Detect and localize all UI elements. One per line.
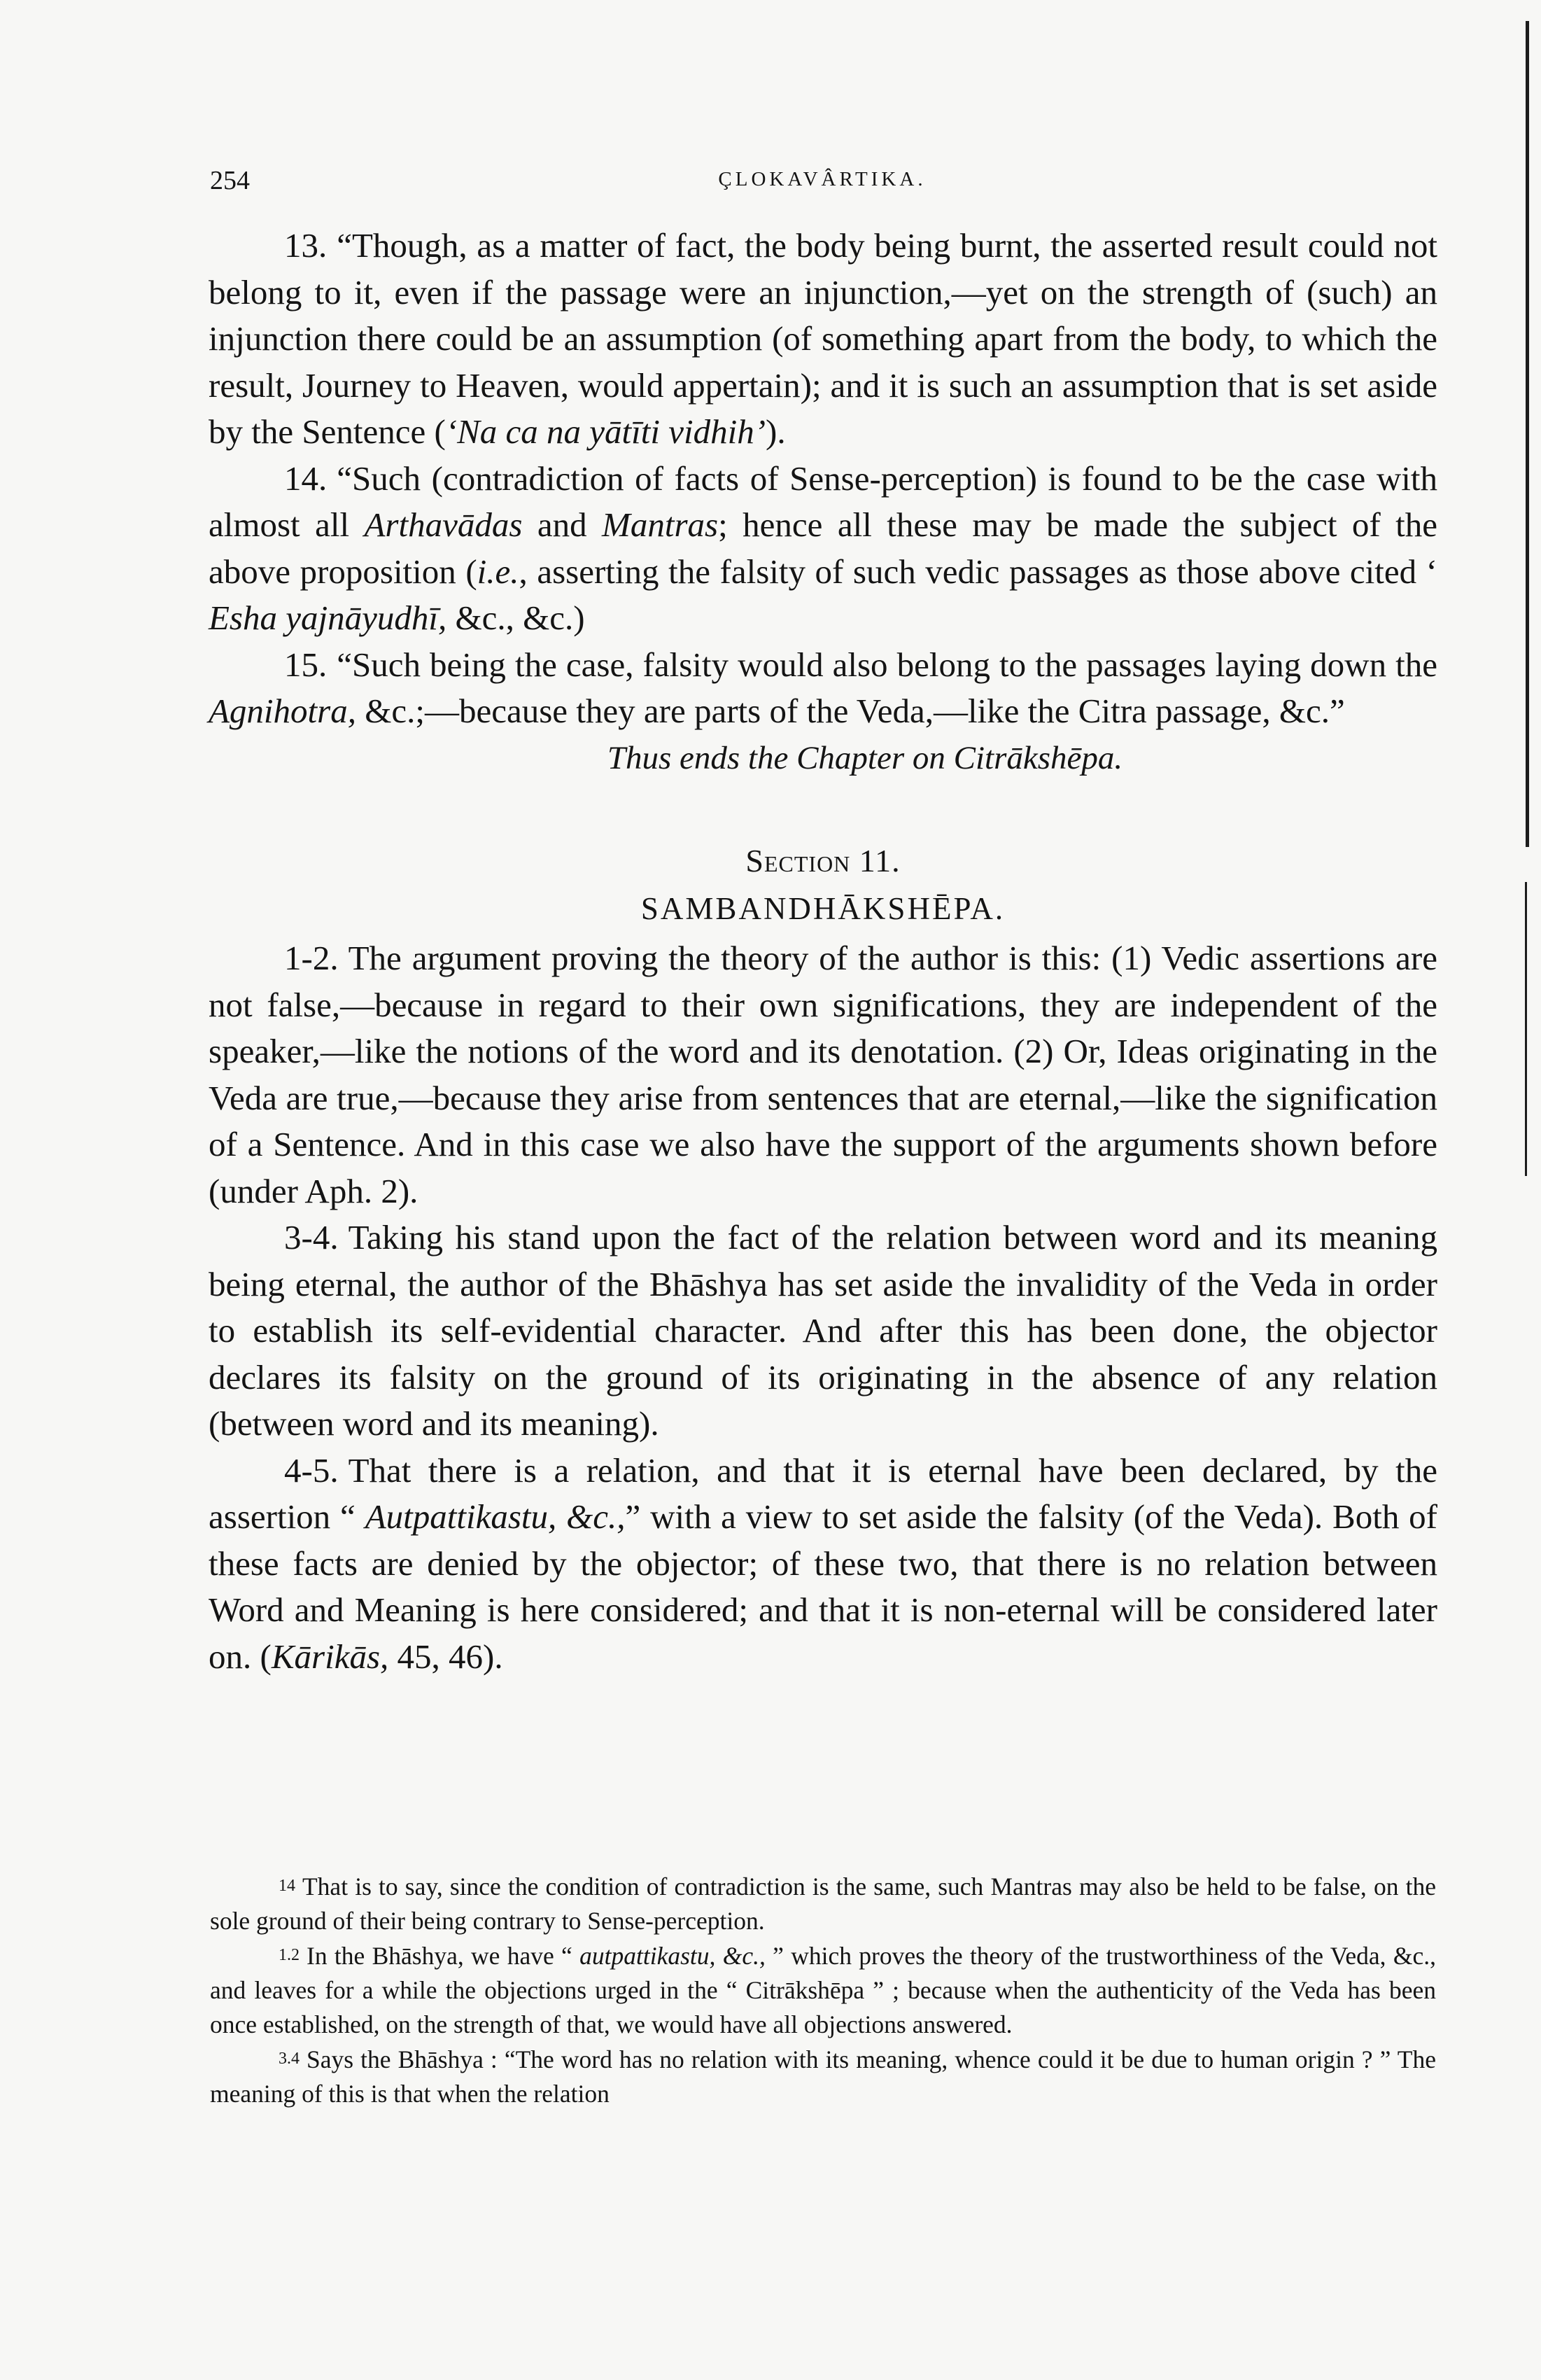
- paragraph-1-2: 1-2. The argument proving the theory of the author is this: (1) Vedic assertions are not false,—because in regard to their own significations, they are independent of the speaker,—like the notions of the word and its denotation. (2) Or, Ideas originating in the Veda are true,—because they arise from sentences that are eternal,—like the signification of a Sentence. And in this case we also have the support of the arguments shown before (under Aph. 2).: [209, 939, 1437, 1210]
- scan-edge-line: [1526, 21, 1529, 847]
- paragraph-number: 3-4.: [284, 1218, 339, 1256]
- paragraph-14: 14. “Such (contradiction of facts of Sense-perception) is found to be the case with almost all Arthavādas and Mantras; hence all these may be made the subject of the above proposition (i.e., asserting the falsity of such vedic passages as those above cited ‘ Esha yajnāyudhī, &c., &c.): [209, 458, 1437, 637]
- footnote-3-4: 3.4 Says the Bhāshya : “The word has no relation with its meaning, whence could it be due to human origin ? ” The meaning of this is that when the relation: [210, 2045, 1436, 2108]
- paragraph-number: 4-5.: [284, 1450, 339, 1490]
- page-number: 254: [210, 166, 250, 195]
- paragraph-number: 14.: [284, 458, 328, 498]
- page-header: [210, 165, 1435, 207]
- section-title: SAMBANDHĀKSHĒPA.: [640, 891, 1006, 926]
- chapter-end-line: Thus ends the Chapter on Citrākshēpa.: [607, 739, 1123, 776]
- paragraph-number: 13.: [284, 226, 328, 265]
- paragraph-4-5: 4-5. That there is a relation, and that it is eternal have been declared, by the assertion “ Autpattikastu, &c.,” with a view to set aside the falsity (of the Veda). Both of these facts are denied by the objector; of these two, that there is no relation between Word and Meaning is here considered; and that it is non-eternal will be considered later on. (Kārikās, 45, 46).: [209, 1450, 1438, 1676]
- paragraph-13: 13. “Though, as a matter of fact, the body being burnt, the asserted result could not belong to it, even if the passage were an injunction,—yet on the strength of (such) an injunction there could be an assumption (of something apart from the body, to which the result, Journey to Heaven, would appertain); and it is such an assumption that is set aside by the Sentence (‘Na ca na yātīti vidhih’).: [209, 226, 1437, 451]
- section-label: Section 11.: [745, 843, 901, 878]
- footnote-mark: 14: [279, 1877, 295, 1895]
- footnote-14: 14 That is to say, since the condition of contradiction is the same, such Mantras may also be held to be false, on the sole ground of their being contrary to Sense-perception.: [210, 1872, 1436, 1935]
- scan-edge-line-lower: [1525, 882, 1527, 1176]
- footnote-mark: 3.4: [279, 2050, 300, 2068]
- paragraph-number: 1-2.: [284, 939, 339, 977]
- footnote-1-2: 1.2 In the Bhāshya, we have “ autpattikastu, &c., ” which proves the theory of the trustworthiness of the Veda, &c., and leaves for a while the objections urged in the “ Citrākshēpa ” ; because when the authenticity of the Veda has been once established, on the strength of that, we would have all objections answered.: [210, 1942, 1436, 2038]
- footnotes: [210, 1869, 1436, 2111]
- footnote-mark: 1.2: [279, 1946, 300, 1964]
- running-title: ÇLOKAVÂRTIKA.: [718, 168, 927, 190]
- page-body: [209, 223, 1437, 1680]
- paragraph-3-4: 3-4. Taking his stand upon the fact of the relation between word and its meaning being eternal, the author of the Bhāshya has set aside the invalidity of the Veda in order to establish its self-evidential character. And after this has been done, the objector declares its falsity on the ground of its originating in the absence of any relation (between word and its meaning).: [209, 1218, 1437, 1443]
- paragraph-15: 15. “Such being the case, falsity would also belong to the passages laying down the Agnihotra, &c.;—because they are parts of the Veda,—like the Citra passage, &c.”: [209, 645, 1437, 730]
- paragraph-number: 15.: [284, 645, 328, 684]
